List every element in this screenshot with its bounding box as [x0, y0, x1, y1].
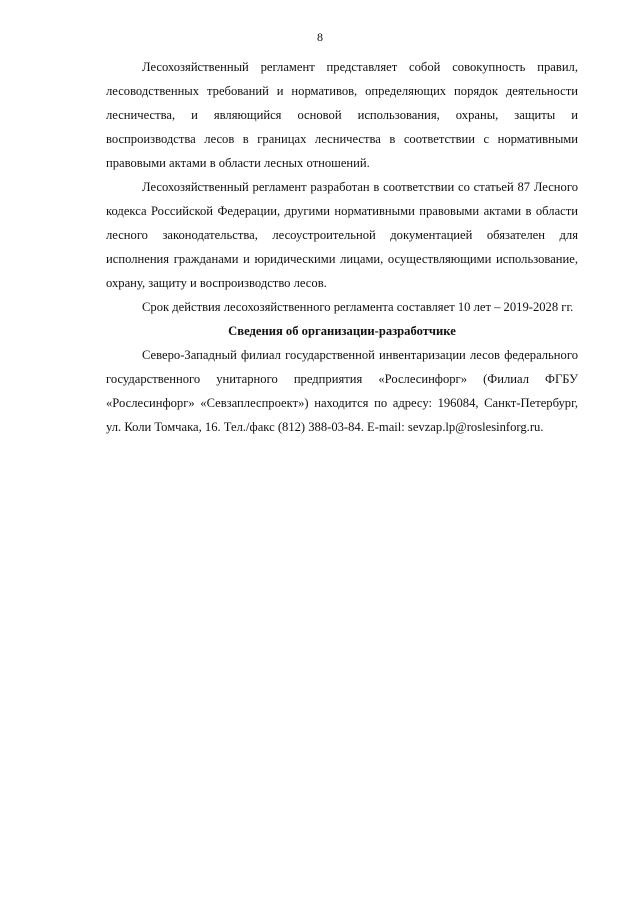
paragraph-validity-period: Срок действия лесохозяйственного регламента составляет 10 лет – 2019-2028 гг.	[142, 300, 574, 314]
page-number: 8	[317, 30, 323, 44]
paragraph-regulation-definition: Лесохозяйственный регламент представляет собой совокупность правил, лесоводственных требований и нормативов, определяющих порядок деятельности лесничества, и являющийся основой использования, охраны, защиты и воспроизводства лесов в границах лесничества в соответствии с нормативными правовыми актами в области лесных отношений.	[106, 60, 578, 170]
section-heading-developer: Сведения об организации-разработчике	[228, 324, 456, 338]
paragraph-regulation-basis: Лесохозяйственный регламент разработан в соответствии со статьей 87 Лесного кодекса Российской Федерации, другими нормативными правовыми актами в области лесного законодательства, лесоустроительной документацией обязателен для исполнения гражданами и юридическими лицами, осуществляющими использование, охрану, защиту и воспроизводство лесов.	[106, 180, 578, 290]
page-body	[106, 55, 578, 439]
paragraph-developer-info: Северо-Западный филиал государственной инвентаризации лесов федерального государственного унитарного предприятия «Рослесинфорг» (Филиал ФГБУ «Рослесинфорг» «Севзаплеспроект») находится по адресу: 196084, Санкт-Петербург, ул. Коли Томчака, 16. Тел./факс (812) 388-03-84. E-mail: sevzap.lp@roslesinforg.ru.	[106, 348, 578, 434]
